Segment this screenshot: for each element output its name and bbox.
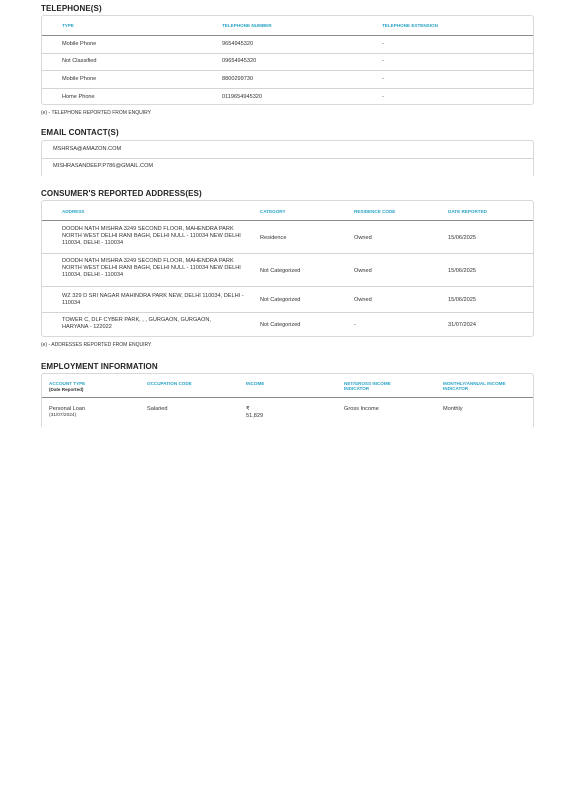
emails-box	[41, 140, 534, 176]
telephones-header-number: TELEPHONE NUMBER	[222, 23, 272, 28]
telephones-header-type: TYPE	[62, 23, 74, 28]
employment-monthly-annual: Monthly	[443, 406, 463, 412]
telephone-number: 8800299730	[222, 76, 254, 82]
telephones-header-extension: TELEPHONE EXTENSION	[382, 23, 438, 28]
address-date: 15/06/2025	[448, 268, 476, 274]
employment-table	[41, 373, 534, 427]
employment-account-type: Personal Loan	[49, 406, 86, 412]
telephones-table	[41, 15, 534, 105]
address-residence: -	[354, 322, 356, 328]
email-item: MISHRASANDEEP.P786@GMAIL.COM	[53, 163, 154, 169]
employment-income: 51,829	[246, 413, 264, 419]
employment-header-net-gross: NET/GROSS INCOME INDICATOR	[344, 381, 391, 391]
telephone-type: Mobile Phone	[62, 41, 97, 47]
address-text: DOODH NATH MISHRA 3249 SECOND FLOOR, MAHENDRA PARK NORTH WEST DELHI RANI BAGH, DELHI NULL - 110034 NEW DELHI 110034, DELHI - 110034	[62, 226, 241, 246]
row-divider	[42, 286, 533, 287]
addresses-header-category: CATEGORY	[260, 209, 286, 214]
address-category: Not Categorized	[260, 268, 301, 274]
employment-header-income: INCOME	[246, 381, 265, 386]
employment-header-occupation: OCCUPATION CODE	[147, 381, 192, 386]
address-text: WZ 329 D SRI NAGAR MAHINDRA PARK NEW, DELHI 110034, DELHI - 110034	[62, 293, 244, 306]
telephone-extension: -	[382, 94, 384, 100]
address-text: TOWER C, DLF CYBER PARK, , , GURGAON, GURGAON, HARYANA - 122022	[62, 317, 211, 330]
address-category: Not Categorized	[260, 322, 301, 328]
telephone-number: 09654945320	[222, 58, 257, 64]
employment-net-gross: Gross Income	[344, 406, 379, 412]
telephone-number: 0119654945320	[222, 94, 263, 100]
addresses-header-date: DATE REPORTED	[448, 209, 487, 214]
addresses-table	[41, 200, 534, 337]
row-divider	[42, 158, 533, 159]
telephone-type: Home Phone	[62, 94, 95, 100]
addresses-header-residence: RESIDENCE CODE	[354, 209, 396, 214]
address-date: 15/06/2025	[448, 297, 476, 303]
employment-title: EMPLOYMENT INFORMATION	[41, 362, 158, 371]
row-divider	[42, 253, 533, 254]
emails-title: EMAIL CONTACT(S)	[41, 128, 119, 137]
telephone-extension: -	[382, 41, 384, 47]
employment-currency: ₹	[246, 406, 250, 412]
addresses-title: CONSUMER'S REPORTED ADDRESS(ES)	[41, 189, 202, 198]
address-residence: Owned	[354, 235, 372, 241]
telephone-extension: -	[382, 76, 384, 82]
employment-header-account-type: ACCOUNT TYPE	[49, 381, 86, 386]
address-date: 31/07/2024	[448, 322, 476, 328]
telephone-number: 9654945320	[222, 41, 254, 47]
telephone-extension: -	[382, 58, 384, 64]
telephone-type: Mobile Phone	[62, 76, 97, 82]
addresses-header-address: ADDRESS	[62, 209, 85, 214]
employment-header-divider	[42, 397, 533, 398]
employment-occupation: Salaried	[147, 406, 168, 412]
address-category: Not Categorized	[260, 297, 301, 303]
row-divider	[42, 88, 533, 89]
row-divider	[42, 312, 533, 313]
employment-date-reported: (31/07/2024)	[49, 413, 77, 418]
telephones-note: (e) - TELEPHONE REPORTED FROM ENQUIRY	[41, 110, 152, 116]
row-divider	[42, 53, 533, 54]
addresses-note: (e) - ADDRESSES REPORTED FROM ENQUIRY	[41, 342, 152, 348]
address-text: DOODH NATH MISHRA 3249 SECOND FLOOR, MAHENDRA PARK NORTH WEST DELHI RANI BAGH, DELHI NULL - 110034 NEW DELHI 110034, DELHI - 110034	[62, 258, 241, 278]
employment-header-date-reported: (Date Reported)	[49, 387, 84, 392]
email-item: MSHRSA@AMAZON.COM	[53, 146, 122, 152]
telephone-type: Not Classified	[62, 58, 97, 64]
addresses-header-divider	[42, 220, 533, 221]
address-category: Residence	[260, 235, 287, 241]
address-residence: Owned	[354, 268, 372, 274]
address-date: 15/06/2025	[448, 235, 476, 241]
row-divider	[42, 70, 533, 71]
telephones-header-divider	[42, 35, 533, 36]
address-residence: Owned	[354, 297, 372, 303]
telephones-title: TELEPHONE(S)	[41, 4, 102, 13]
employment-header-monthly-annual: MONTHLY/ANNUAL INCOME INDICATOR	[443, 381, 506, 391]
